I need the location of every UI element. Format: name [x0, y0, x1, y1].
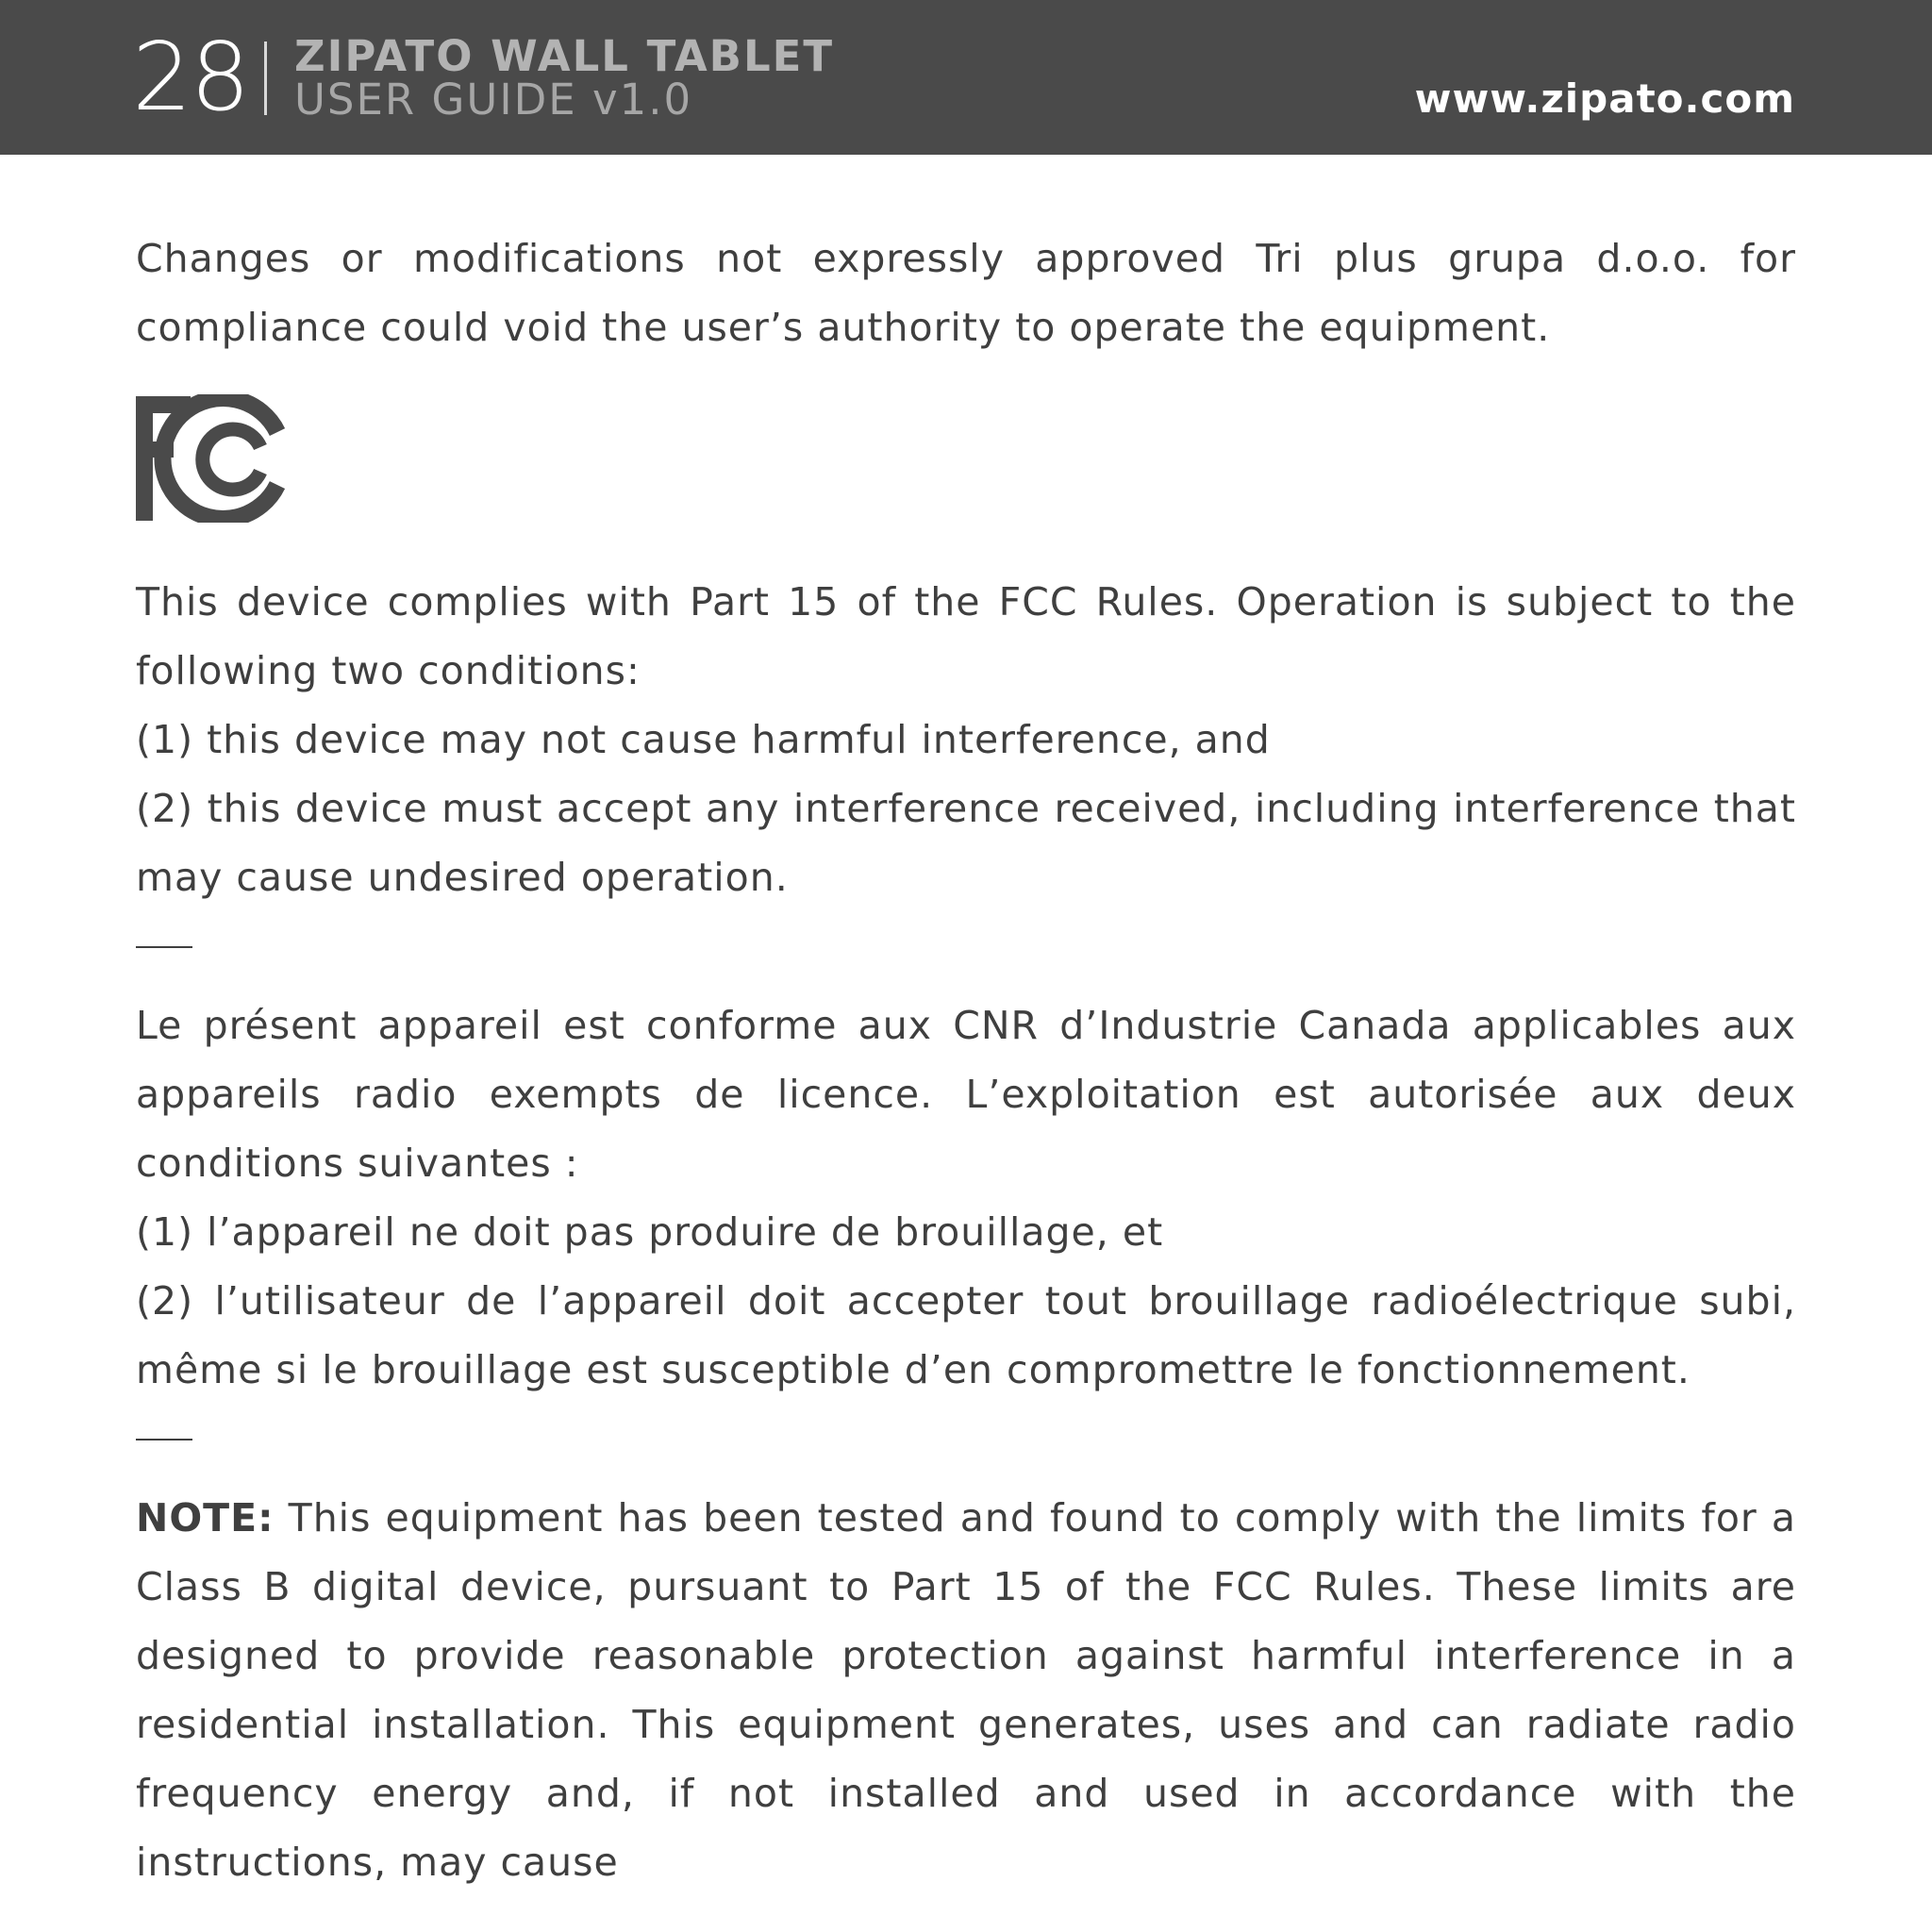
page-number: 28: [132, 22, 249, 132]
ic-condition-2: (2) l’utilisateur de l’appareil doit accepter tout brouillage radioélectrique subi, même si le brouillage est susceptible d’en compromettre le fonctionnement.: [136, 1278, 1796, 1392]
page-content: [136, 225, 1796, 1897]
note-label: NOTE:: [136, 1495, 275, 1541]
page-header: [0, 0, 1932, 155]
fcc-logo-icon: [136, 394, 289, 523]
website-url: www.zipato.com: [1414, 75, 1795, 122]
header-divider: [264, 42, 267, 115]
section-divider: [136, 1439, 192, 1441]
fcc-intro-paragraph: This device complies with Part 15 of the FCC Rules. Operation is subject to the following two conditions:: [136, 579, 1796, 693]
document-title: ZIPATO WALL TABLET: [294, 31, 835, 81]
modifications-paragraph: Changes or modifications not expressly approved Tri plus grupa d.o.o. for compliance could void the user’s authority to operate the equipment.: [136, 236, 1796, 350]
note-paragraph: [136, 1484, 1796, 1897]
section-divider: [136, 946, 192, 948]
document-subtitle: USER GUIDE v1.0: [294, 75, 693, 125]
note-text: This equipment has been tested and found to comply with the limits for a Class B digital device, pursuant to Part 15 of the FCC Rules. These limits are designed to provide reasonable protection against harmful interference in a residential installation. This equipment generates, uses and can radiate radio frequency energy and, if not installed and used in accordance with the instructions, may cause: [136, 1495, 1796, 1885]
fcc-condition-1: (1) this device may not cause harmful interference, and: [136, 717, 1271, 762]
ic-condition-1: (1) l’appareil ne doit pas produire de brouillage, et: [136, 1209, 1164, 1255]
fcc-condition-2: (2) this device must accept any interference received, including interference that may cause undesired operation.: [136, 786, 1796, 900]
ic-intro-paragraph: Le présent appareil est conforme aux CNR d’Industrie Canada applicables aux appareils radio exempts de licence. L’exploitation est autorisée aux deux conditions suivantes :: [136, 1003, 1796, 1186]
